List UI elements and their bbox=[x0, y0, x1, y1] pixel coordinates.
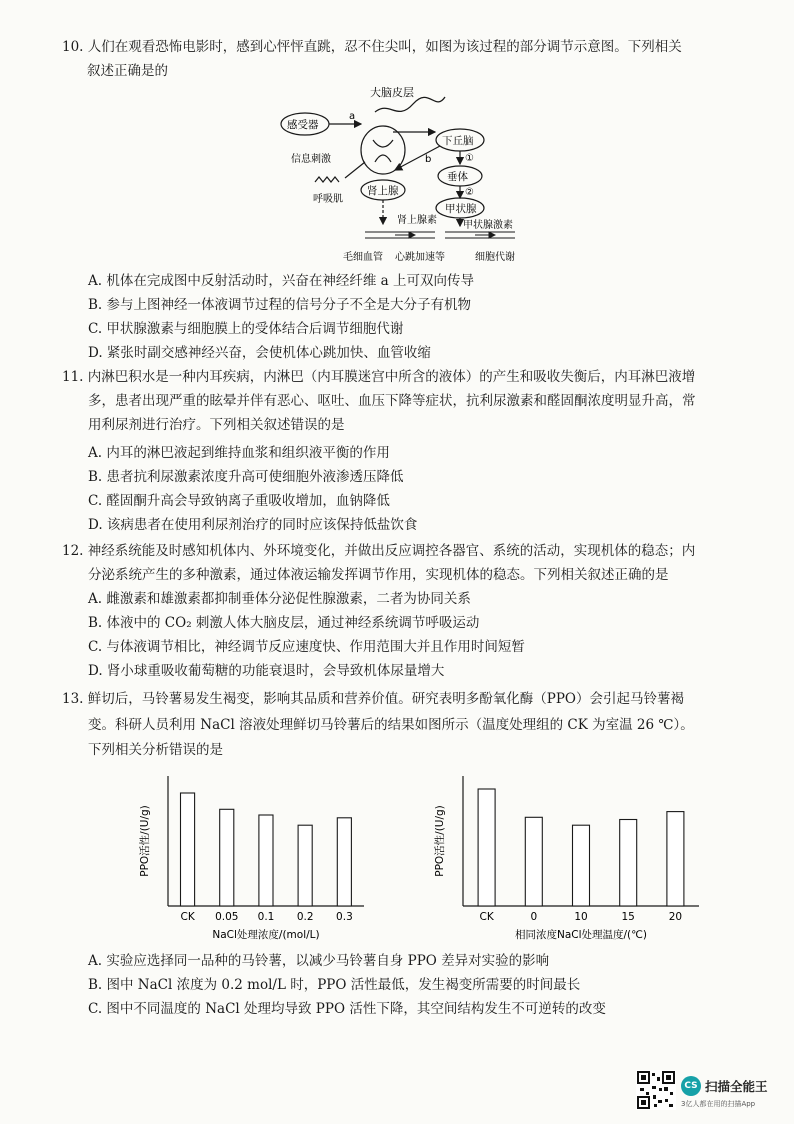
q11-option-a: A. 内耳的淋巴液起到维持血浆和组织液平衡的作用 bbox=[88, 445, 390, 461]
bar-15 bbox=[620, 820, 637, 907]
pituitary-label: 垂体 bbox=[447, 171, 468, 183]
x-tick-label: 0 bbox=[530, 911, 538, 923]
q12-option-b: B. 体液中的 CO₂ 刺激人体大脑皮层，通过神经系统调节呼吸运动 bbox=[88, 615, 480, 631]
x-tick-label: 15 bbox=[621, 911, 635, 923]
hypothalamus-label: 下丘脑 bbox=[442, 135, 474, 147]
x-tick-label: CK bbox=[479, 911, 494, 923]
bar-10 bbox=[573, 825, 590, 906]
bar-0.2 bbox=[298, 825, 312, 906]
q10-option-a: A. 机体在完成图中反射活动时，兴奋在神经纤维 a 上可双向传导 bbox=[88, 273, 474, 289]
q13-option-a: A. 实验应选择同一品种的马铃薯，以减少马铃薯自身 PPO 差异对实验的影响 bbox=[88, 953, 550, 969]
camscanner-logo-icon: CS bbox=[681, 1076, 701, 1096]
q13-stem-line1: 13. 鲜切后，马铃薯易发生褐变，影响其品质和营养价值。研究表明多酚氧化酶（PPO）会引起马铃薯褐 bbox=[62, 691, 684, 707]
q13-option-c: C. 图中不同温度的 NaCl 处理均导致 PPO 活性下降，其空间结构发生不可逆转的改变 bbox=[88, 1001, 606, 1017]
bar-0.1 bbox=[259, 815, 273, 906]
x-axis-label: NaCl处理浓度/(mol/L) bbox=[212, 929, 320, 941]
q11-stem-line3: 用利尿剂进行治疗。下列相关叙述错误的是 bbox=[88, 417, 345, 433]
receptor-label: 感受器 bbox=[287, 119, 319, 131]
bar-0 bbox=[525, 817, 542, 906]
q12-stem-line1: 12. 神经系统能及时感知机体内、外环境变化，并做出反应调控各器官、系统的活动，实现机体的稳态；内 bbox=[62, 543, 696, 559]
q10-option-c: C. 甲状腺激素与细胞膜上的受体结合后调节细胞代谢 bbox=[88, 321, 404, 337]
fiber-b-line bbox=[395, 146, 440, 170]
resp-nerve bbox=[345, 162, 365, 178]
fiber-a-label: a bbox=[349, 111, 356, 122]
adrenaline-label: 肾上腺素 bbox=[397, 215, 437, 226]
x-tick-label: 0.1 bbox=[257, 911, 275, 923]
adrenal-label: 肾上腺 bbox=[367, 185, 399, 197]
q11-stem-line1: 11. 内淋巴积水是一种内耳疾病，内淋巴（内耳膜迷宫中所含的液体）的产生和吸收失衡后，内耳淋巴液增 bbox=[62, 369, 696, 385]
info-label: 信息刺激 bbox=[291, 154, 331, 165]
qr-code-icon bbox=[636, 1070, 676, 1110]
x-tick-label: 0.3 bbox=[336, 911, 353, 923]
camscanner-tagline: 3亿人都在用的扫描App bbox=[681, 1100, 756, 1108]
q13-stem-line2: 变。科研人员利用 NaCl 溶液处理鲜切马铃薯后的结果如图所示（温度处理组的 CK 为室温 26 ℃）。 bbox=[88, 717, 694, 733]
resp-label: 呼吸肌 bbox=[313, 194, 343, 205]
q12-option-d: D. 肾小球重吸收葡萄糖的功能衰退时，会导致机体尿量增大 bbox=[88, 663, 445, 679]
y-axis-label: PPO活性/(U/g) bbox=[434, 805, 446, 877]
thyroid-label: 甲状腺 bbox=[445, 203, 477, 215]
spinal-cord-inner bbox=[373, 140, 393, 162]
q11-option-b: B. 患者抗利尿激素浓度升高可使细胞外液渗透压降低 bbox=[88, 469, 404, 485]
q13-option-b: B. 图中 NaCl 浓度为 0.2 mol/L 时，PPO 活性最低，发生褐变所需要的时间最长 bbox=[88, 977, 581, 993]
q10-option-d: D. 紧张时副交感神经兴奋，会使机体心跳加快、血管收缩 bbox=[88, 345, 431, 361]
step2-label: ② bbox=[465, 187, 474, 198]
capillary-label: 毛细血管 bbox=[343, 252, 383, 263]
q13-stem-line3: 下列相关分析错误的是 bbox=[88, 742, 223, 758]
cortex-fiber bbox=[375, 97, 445, 112]
bar-0.3 bbox=[337, 818, 351, 906]
heart-label: 心跳加速等 bbox=[395, 252, 445, 263]
x-tick-label: 0.05 bbox=[215, 911, 239, 923]
q11-option-c: C. 醛固酮升高会导致钠离子重吸收增加，血钠降低 bbox=[88, 493, 390, 509]
spinal-cord-outer bbox=[361, 126, 405, 174]
q12-option-a: A. 雌激素和雄激素都抑制垂体分泌促性腺激素，二者为协同关系 bbox=[88, 591, 471, 607]
resp-muscle-squiggle bbox=[315, 177, 339, 182]
q12-stem-line2: 分泌系统产生的多种激素，通过体液运输发挥调节作用，实现机体的稳态。下列相关叙述正确的是 bbox=[88, 567, 669, 583]
q10-stem-line1: 10. 人们在观看恐怖电影时，感到心怦怦直跳，忍不住尖叫，如图为该过程的部分调节示意图。下列相关 bbox=[62, 39, 682, 55]
q12-option-c: C. 与体液调节相比，神经调节反应速度快、作用范围大并且作用时间短暂 bbox=[88, 639, 525, 655]
x-tick-label: CK bbox=[180, 911, 195, 923]
fiber-b-label: b bbox=[425, 154, 432, 165]
q10-stem-line2: 叙述正确是的 bbox=[87, 63, 168, 79]
ppo-vs-nacl-concentration-chart bbox=[130, 768, 380, 948]
neuro-endocrine-diagram bbox=[275, 82, 535, 272]
x-tick-label: 0.2 bbox=[296, 911, 314, 923]
q11-stem-line2: 多，患者出现严重的眩晕并伴有恶心、呕吐、血压下降等症状，抗利尿激素和醛固酮浓度明显升高，常 bbox=[88, 393, 696, 409]
x-axis-label: 相同浓度NaCl处理温度/(℃) bbox=[514, 929, 648, 941]
cortex-label: 大脑皮层 bbox=[370, 86, 414, 99]
ppo-vs-temperature-chart bbox=[425, 768, 715, 948]
bar-0.05 bbox=[220, 809, 234, 906]
step1-label: ① bbox=[465, 153, 474, 164]
thyroxine-label: 甲状腺激素 bbox=[463, 220, 513, 231]
q10-option-b: B. 参与上图神经一体液调节过程的信号分子不全是大分子有机物 bbox=[88, 297, 472, 313]
y-axis-label: PPO活性/(U/g) bbox=[139, 805, 151, 877]
camscanner-app-name: 扫描全能王 bbox=[705, 1079, 768, 1094]
q11-option-d: D. 该病患者在使用利尿剂治疗的同时应该保持低盐饮食 bbox=[88, 517, 418, 533]
bar-CK bbox=[478, 789, 495, 906]
bar-20 bbox=[667, 812, 684, 906]
x-tick-label: 20 bbox=[668, 911, 683, 923]
metab-label: 细胞代谢 bbox=[475, 252, 515, 263]
bar-CK bbox=[181, 793, 195, 906]
x-tick-label: 10 bbox=[574, 911, 588, 923]
